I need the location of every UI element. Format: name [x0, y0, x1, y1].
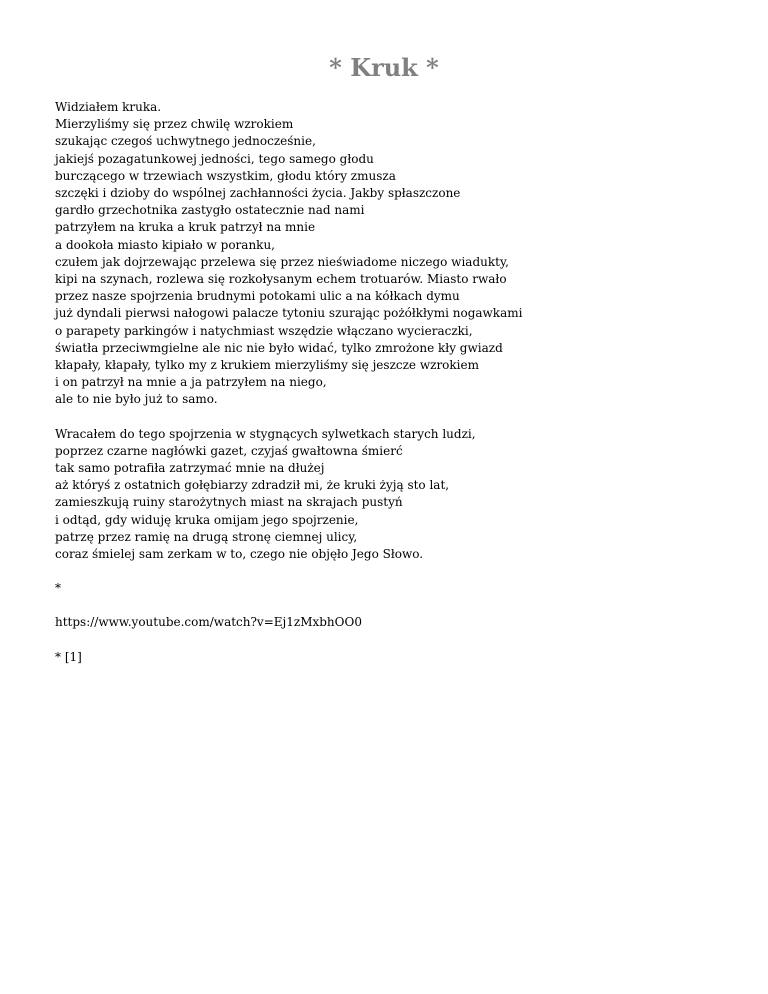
verse-line: tak samo potrafiła zatrzymać mnie na dłużej — [55, 461, 325, 476]
verse-line: światła przeciwmgielne ale nic nie było widać, tylko zmrożone kły gwiazd — [55, 340, 503, 355]
verse-line: i odtąd, gdy widuję kruka omijam jego spojrzenie, — [55, 512, 359, 527]
verse-line: zamieszkują ruiny starożytnych miast na skrajach pustyń — [55, 495, 403, 510]
verse-line: czułem jak dojrzewając przelewa się przez nieświadome niczego wiadukty, — [55, 254, 509, 269]
verse-line: kipi na szynach, rozlewa się rozkołysanym echem trotuarów. Miasto rwało — [55, 272, 507, 287]
footnote-paragraph — [55, 649, 745, 666]
verse-line: Widziałem kruka. — [55, 100, 162, 114]
verse-line: szukając czegoś uchwytnego jednocześnie, — [55, 134, 316, 149]
footnote-reference[interactable]: * [1] — [55, 649, 82, 664]
verse-line: patrzyłem na kruka a kruk patrzył na mnie — [55, 220, 316, 235]
youtube-link[interactable]: https://www.youtube.com/watch?v=Ej1zMxbhOO0 — [55, 615, 362, 630]
verse-line: burczącego w trzewiach wszystkim, głodu który zmusza — [55, 168, 396, 183]
verse-line: już dyndali pierwsi nałogowi palacze tytoniu szurając pożółkłymi nogawkami — [55, 306, 523, 321]
poem-title: * Kruk * — [329, 53, 439, 82]
separator — [55, 580, 745, 597]
verse-line: o parapety parkingów i natychmiast wszędzie włączano wycieraczki, — [55, 323, 473, 338]
stanza-2 — [55, 426, 745, 564]
verse-line: a dookoła miasto kipiało w poranku, — [55, 237, 275, 252]
verse-line: Wracałem do tego spojrzenia w stygnących sylwetkach starych ludzi, — [55, 426, 476, 441]
verse-line: ale to nie było już to samo. — [55, 392, 218, 407]
verse-line: i on patrzył na mnie a ja patrzyłem na niego, — [55, 375, 327, 390]
verse-line: jakiejś pozagatunkowej jedności, tego samego głodu — [55, 151, 374, 166]
verse-line: kłapały, kłapały, tylko my z krukiem mierzyliśmy się jeszcze wzrokiem — [55, 358, 479, 373]
separator-asterisk: * — [55, 581, 61, 596]
url-paragraph — [55, 614, 745, 631]
verse-line: aż któryś z ostatnich gołębiarzy zdradził mi, że kruki żyją sto lat, — [55, 478, 450, 493]
verse-line: poprzez czarne nagłówki gazet, czyjaś gwałtowna śmierć — [55, 443, 403, 458]
verse-line: coraz śmielej sam zerkam w to, czego nie objęło Jego Słowo. — [55, 547, 424, 562]
verse-line: Mierzyliśmy się przez chwilę wzrokiem — [55, 117, 294, 132]
verse-line: patrzę przez ramię na drugą stronę ciemnej ulicy, — [55, 529, 358, 544]
verse-line: gardło grzechotnika zastygło ostatecznie nad nami — [55, 203, 365, 218]
poem-body — [55, 99, 745, 683]
stanza-1 — [55, 99, 745, 409]
verse-line: szczęki i dzioby do wspólnej zachłanności życia. Jakby spłaszczone — [55, 186, 461, 201]
verse-line: przez nasze spojrzenia brudnymi potokami ulic a na kółkach dymu — [55, 289, 460, 304]
